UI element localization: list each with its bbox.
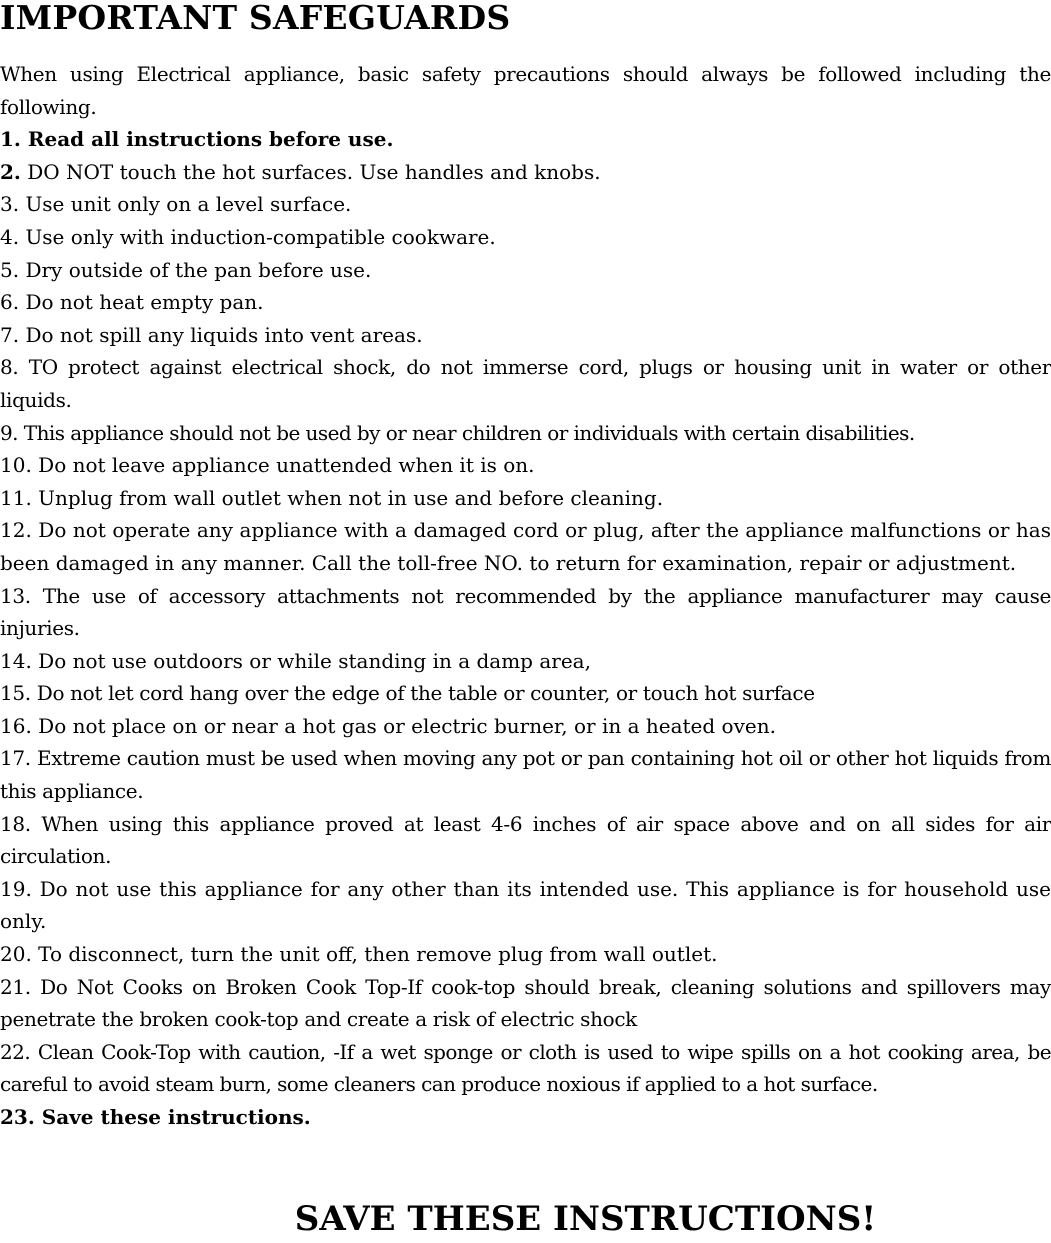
safeguard-item-20: 20. To disconnect, turn the unit off, then remove plug from wall outlet. [0,942,718,967]
safeguard-item-14: 14. Do not use outdoors or while standing in a damp area, [0,648,591,673]
safeguard-item-2-number: 2. [0,159,21,184]
safeguard-item-13: 13. The use of accessory attachments not recommended by the appliance manufacturer may cause injuries. [0,583,1051,641]
safeguard-item-22: 22. Clean Cook-Top with caution, -If a wet sponge or cloth is used to wipe spills on a hot cooking area, be careful to avoid steam burn, some cleaners can produce noxious if applied to a hot surface. [0,1039,1051,1097]
safeguard-item-16: 16. Do not place on or near a hot gas or electric burner, or in a heated oven. [0,713,776,738]
safeguards-body [0,58,1051,1134]
safeguard-item-19: 19. Do not use this appliance for any other than its intended use. This appliance is for household use only. [0,876,1051,934]
safeguard-item-6: 6. Do not heat empty pan. [0,290,264,315]
safeguard-item-18: 18. When using this appliance proved at least 4-6 inches of air space above and on all sides for air circulation. [0,811,1051,869]
safeguard-item-1: 1. Read all instructions before use. [0,127,394,152]
safeguard-item-11: 11. Unplug from wall outlet when not in use and before cleaning. [0,485,664,510]
safeguard-item-23: 23. Save these instructions. [0,1105,311,1129]
page-title: IMPORTANT SAFEGUARDS [0,0,511,37]
safeguard-item-5: 5. Dry outside of the pan before use. [0,257,372,282]
closing-banner: SAVE THESE INSTRUCTIONS! [294,1199,877,1239]
safeguard-item-3: 3. Use unit only on a level surface. [0,192,352,217]
safeguard-item-2-text: DO NOT touch the hot surfaces. Use handles and knobs. [20,159,601,184]
intro-paragraph: When using Electrical appliance, basic safety precautions should always be followed including the following. [0,62,1051,119]
safeguard-item-12: 12. Do not operate any appliance with a damaged cord or plug, after the appliance malfunctions or has been damaged in any manner. Call the toll-free NO. to return for examination, repair or adjustment. [0,518,1051,575]
safeguard-item-8: 8. TO protect against electrical shock, do not immerse cord, plugs or housing unit in water or other liquids. [0,355,1051,412]
safeguard-item-10: 10. Do not leave appliance unattended when it is on. [0,453,535,478]
safeguard-item-15: 15. Do not let cord hang over the edge of the table or counter, or touch hot surface [0,681,815,706]
safeguard-item-17: 17. Extreme caution must be used when moving any pot or pan containing hot oil or other hot liquids from this appliance. [0,746,1051,804]
safeguard-item-7: 7. Do not spill any liquids into vent areas. [0,322,423,347]
safeguard-item-9: 9. This appliance should not be used by or near children or individuals with certain disabilities. [0,420,915,445]
safeguard-item-4: 4. Use only with induction-compatible cookware. [0,224,496,249]
safeguard-item-21: 21. Do Not Cooks on Broken Cook Top-If cook-top should break, cleaning solutions and spillovers may penetrate the broken cook-top and create a risk of electric shock [0,974,1051,1032]
safeguard-item-2 [0,156,1051,189]
